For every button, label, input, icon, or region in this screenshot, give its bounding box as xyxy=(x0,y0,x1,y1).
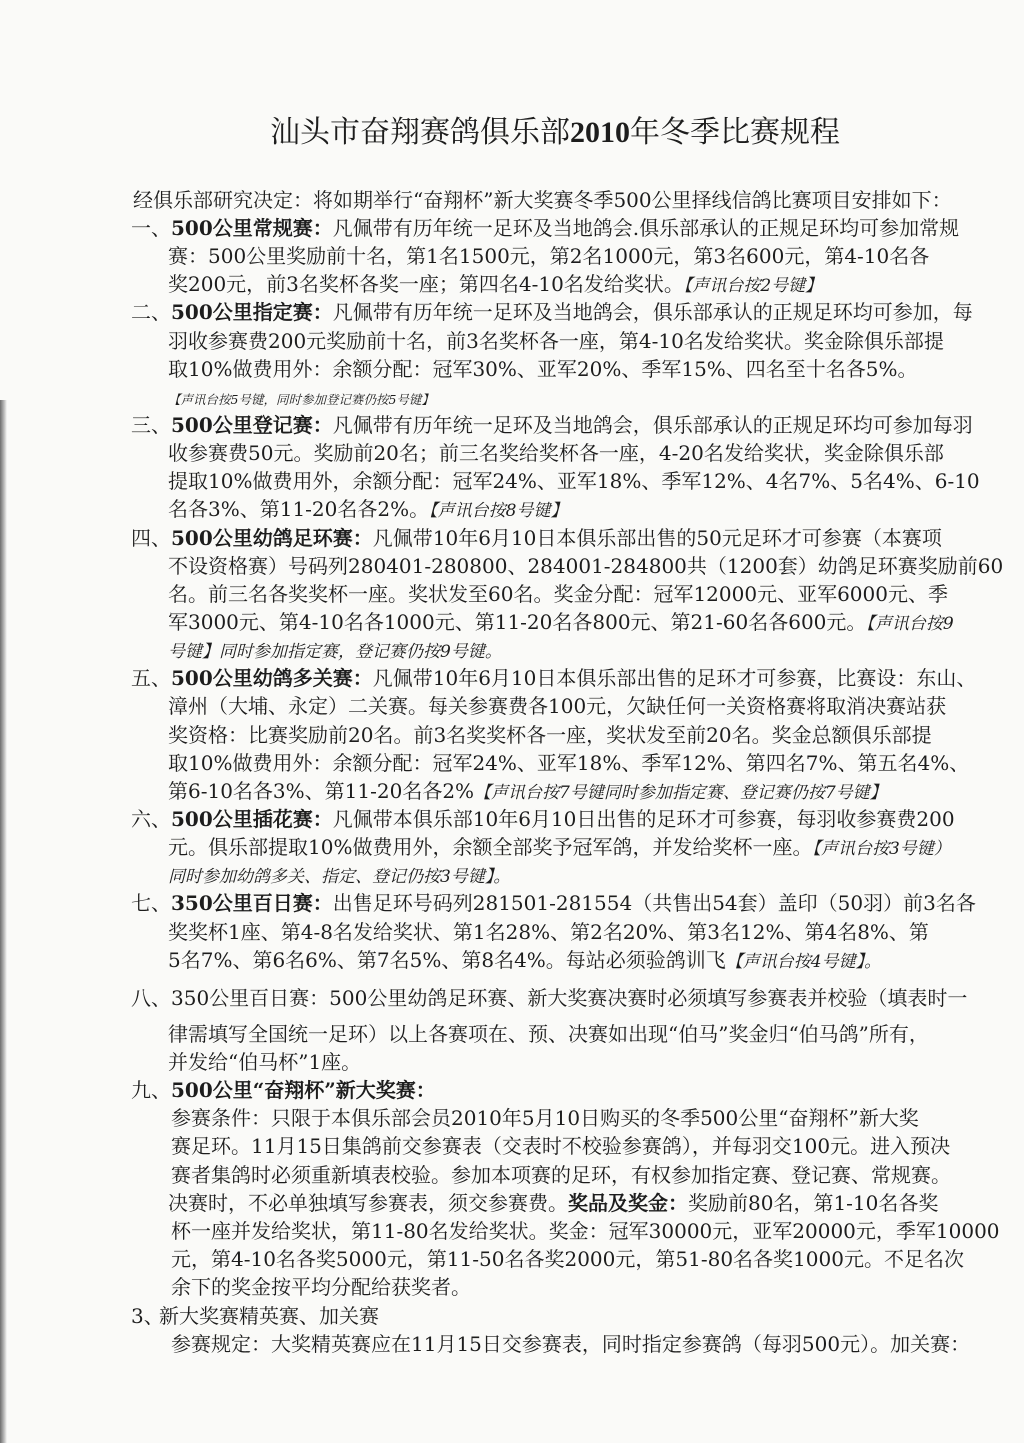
rule-line: 并发给“伯马杯”1座。 xyxy=(168,1050,362,1074)
rule-marker: 3、 xyxy=(131,1303,164,1328)
rule-line: 漳州（大埔、永定）二关赛。每关参赛费各100元，欠缺任何一关资格赛将取消决赛站获 xyxy=(168,694,947,719)
rule-marker: 一、 xyxy=(131,216,171,240)
rule-marker: 四、 xyxy=(131,525,171,550)
hotline-note: 同时参加幼鸽多关、指定、登记仍按3号键】。 xyxy=(168,867,511,888)
rule-text: 军3000元、第4-10名各1000元、第11-20名各800元、第21-60名各600元。 xyxy=(168,609,867,634)
rule-line: 取10%做费用外：余额分配：冠军24%、亚军18%、季军12%、第四名7%、第五名4%、 xyxy=(168,750,970,775)
rule-text: 奖200元，前3名奖杯各奖一座；第四名4-10名发给奖状。 xyxy=(168,272,684,297)
rule-line xyxy=(131,495,1011,523)
rule-line: 不设资格赛）号码列280401-280800、284001-284800共（1200套）幼鸽足环赛奖励前60 xyxy=(168,553,1004,578)
hotline-note: 【声讯台按5号键，同时参加登记赛仍按5号键】 xyxy=(168,391,434,407)
rule-line xyxy=(131,411,1011,439)
rule-heading: 500公里幼鸽多关赛： xyxy=(171,666,373,691)
rule-text: 元。俱乐部提取10%做费用外，余额全部奖予冠军鸽，并发给奖杯一座。 xyxy=(168,835,813,860)
rule-line: 律需填写全国统一足环）以上各赛项在、预、决赛如出现“伯马”奖金归“伯马鸽”所有， xyxy=(168,1022,929,1046)
rule-regular-race xyxy=(131,214,1011,298)
rule-text: 凡佩带有历年统一足环及当地鸽会，俱乐部承认的正规足环均可参加，每 xyxy=(332,300,973,325)
rule-young-bird-ring-race xyxy=(131,524,1011,665)
rule-marker: 八、 xyxy=(131,986,171,1010)
intro-text: 经俱乐部研究决定：将如期举行“奋翔杯”新大奖赛冬季500公里择线信鸽比赛项目安排如下： xyxy=(133,188,952,212)
rule-marker: 九、 xyxy=(131,1078,171,1102)
title-prefix: 汕头市奋翔赛鸽俱乐部 xyxy=(270,115,570,150)
rule-line: 赛者集鸽时必须重新填表校验。参加本项赛的足环，有权参加指定赛、登记赛、常规赛。 xyxy=(171,1162,951,1187)
rule-young-bird-multi-stage-race xyxy=(131,664,1011,805)
rule-text: 凡佩带本俱乐部10年6月10日出售的足环才可参赛，每羽收参赛费200 xyxy=(332,806,955,831)
rule-line xyxy=(131,777,1011,805)
rule-line xyxy=(131,524,1011,552)
rule-line: 参赛条件：只限于本俱乐部会员2010年5月10日购买的冬季500公里“奋翔杯”新大奖 xyxy=(171,1106,919,1131)
rule-line: 赛：500公里奖励前十名，第1名1500元，第2名1000元，第3名600元，第4-10名各 xyxy=(168,244,930,269)
rule-text: 出售足环号码列281501-281554（共售出54套）盖印（50羽）前3名各 xyxy=(332,891,976,916)
rule-text: 凡佩带10年6月10日本俱乐部出售的50元足环才可参赛（本赛项 xyxy=(372,525,942,550)
rule-line xyxy=(131,946,1011,974)
rule-text: 奖励前80名，第1-10名各奖 xyxy=(688,1190,939,1215)
hotline-note: 号键】同时参加指定赛，登记赛仍按9号键。 xyxy=(168,642,502,663)
rule-heading: 500公里常规赛： xyxy=(171,216,333,240)
rule-line xyxy=(131,889,1011,917)
rule-line: 奖奖杯1座、第4-8名发给奖状、第1名28%、第2名20%、第3名12%、第4名8%、第 xyxy=(168,919,929,944)
rule-line xyxy=(131,636,1011,664)
hotline-note: 【声讯台按9 xyxy=(866,613,954,634)
rule-heading: 500公里登记赛： xyxy=(171,412,333,437)
rule-line xyxy=(131,833,1011,861)
rule-line: 取10%做费用外：余额分配：冠军30%、亚军20%、季军15%、四名至十名各5%。 xyxy=(168,356,918,381)
rule-line xyxy=(131,214,1011,242)
rule-line xyxy=(131,861,1011,889)
rule-marker: 二、 xyxy=(131,300,171,325)
rule-line xyxy=(131,608,1011,636)
rule-marker: 七、 xyxy=(131,891,171,916)
rule-hundred-day-race xyxy=(131,889,1011,973)
title-suffix: 年冬季比赛规程 xyxy=(630,115,840,150)
rule-marker: 五、 xyxy=(131,666,171,691)
rule-elite-race xyxy=(131,1302,1011,1358)
rule-line xyxy=(131,1189,1011,1217)
rule-line xyxy=(131,984,1011,1012)
hotline-note: 【声讯台按3号键） xyxy=(812,839,951,860)
rule-text: 第6-10名各3%、第11-20名各2% xyxy=(168,778,475,803)
rule-line: 奖资格：比赛奖励前20名。前3名奖奖杯各一座，奖状发至前20名。奖金总额俱乐部提 xyxy=(168,722,932,747)
rules-block-grand-prize xyxy=(131,1076,1011,1358)
rule-heading: 500公里插花赛： xyxy=(171,806,333,831)
rule-line xyxy=(131,298,1011,326)
rule-line xyxy=(131,805,1011,833)
rule-line: 收参赛费50元。奖励前20名；前三名奖给奖杯各一座，4-20名发给奖状，奖金除俱乐部 xyxy=(168,441,944,466)
rule-registration-race xyxy=(131,411,1011,524)
hotline-note: 【声讯台按7号键同时参加指定赛、登记赛仍按7号键】 xyxy=(474,782,887,803)
rule-heading: 500公里“奋翔杯”新大奖赛： xyxy=(171,1078,436,1102)
rule-text: 新大奖赛精英赛、加关赛 xyxy=(159,1303,379,1328)
rule-line xyxy=(131,383,1011,411)
rule-line: 元，第4-10名各奖5000元，第11-50名各奖2000元，第51-80名各奖1000元。不足名次 xyxy=(171,1247,964,1272)
rule-line xyxy=(131,270,1011,298)
rule-line: 羽收参赛费200元奖励前十名，前3名奖杯各一座，第4-10名发给奖状。奖金除俱乐部提 xyxy=(168,328,944,353)
rule-heading: 350公里百日赛： xyxy=(171,891,333,916)
rule-line: 余下的奖金按平均分配给获奖者。 xyxy=(171,1275,471,1300)
rule-line xyxy=(131,1076,1011,1104)
rules-block-entry-form xyxy=(131,984,1011,1076)
page-title xyxy=(270,113,840,153)
rule-marker: 三、 xyxy=(131,412,171,437)
rule-text: 350公里百日赛：500公里幼鸽足环赛、新大奖赛决赛时必须填写参赛表并校验（填表时一 xyxy=(171,986,968,1010)
rule-text: 凡佩带10年6月10日本俱乐部出售的足环才可参赛，比赛设：东山、 xyxy=(372,666,977,691)
rule-text: 凡佩带有历年统一足环及当地鸽会，俱乐部承认的正规足环均可参加每羽 xyxy=(332,412,973,437)
rule-marker: 六、 xyxy=(131,806,171,831)
hotline-note: 【声讯台按8号键】 xyxy=(429,501,568,522)
hotline-note: 【声讯台按2号键】 xyxy=(683,276,823,297)
rule-heading: 500公里指定赛： xyxy=(171,300,333,325)
title-year: 2010 xyxy=(570,116,630,149)
rule-line: 参赛规定：大奖精英赛应在11月15日交参赛表，同时指定参赛鸽（每羽500元）。加关赛： xyxy=(171,1331,971,1356)
rule-line: 赛足环。11月15日集鸽前交参赛表（交表时不校验参赛鸽），并每羽交100元。进入预决 xyxy=(171,1134,951,1159)
prize-label: 奖品及奖金： xyxy=(568,1190,688,1215)
rule-text: 决赛时，不必单独填写参赛表，须交参赛费。 xyxy=(168,1190,568,1215)
rule-designated-race xyxy=(131,298,1011,411)
scan-edge-shadow xyxy=(0,400,7,1443)
rule-line: 杯一座并发给奖状，第11-80名发给奖状。奖金：冠军30000元，亚军20000元，季军10000 xyxy=(171,1218,1000,1243)
rule-bonus-race xyxy=(131,805,1011,889)
rules-block-main xyxy=(131,214,1011,974)
rule-line: 名。前三名各奖奖杯一座。奖状发至60名。奖金分配：冠军12000元、亚军6000元、季 xyxy=(168,581,948,606)
rule-grand-prize-race xyxy=(131,1076,1011,1302)
rule-line: 提取10%做费用外，余额分配：冠军24%、亚军18%、季军12%、4名7%、5名4%、6-10 xyxy=(168,469,980,494)
rule-text: 名各3%、第11-20名各2%。 xyxy=(168,497,430,522)
rule-text: 凡佩带有历年统一足环及当地鸽会.俱乐部承认的正规足环均可参加常规 xyxy=(332,216,960,240)
hotline-note: 【声讯台按4号键】。 xyxy=(725,951,882,972)
rule-text: 5名7%、第6名6%、第7名5%、第8名4%。每站必须验鸽训飞 xyxy=(168,947,726,972)
rule-line xyxy=(131,664,1011,692)
rule-heading: 500公里幼鸽足环赛： xyxy=(171,525,373,550)
rule-line xyxy=(131,1302,1011,1330)
